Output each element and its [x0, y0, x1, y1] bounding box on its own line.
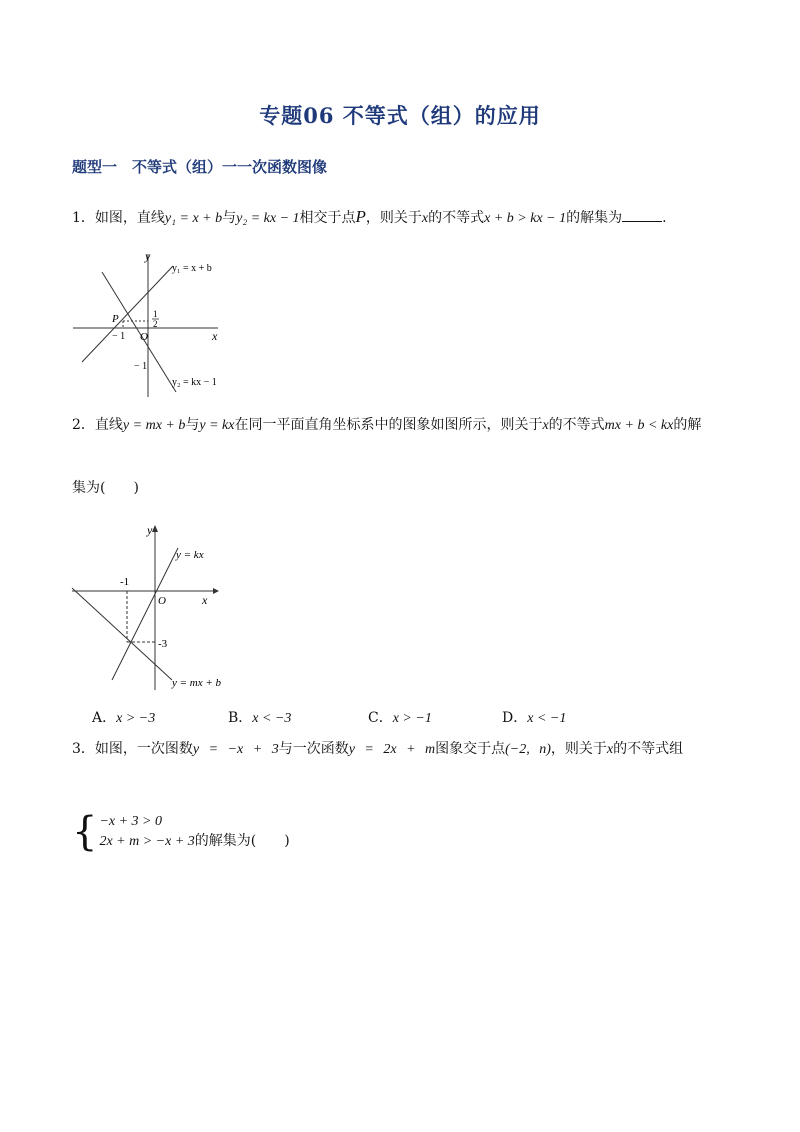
q3-text-1: 如图，一次图数: [94, 741, 193, 757]
q2-option-c-expr: x > −1: [392, 711, 432, 726]
q1-math-5: x + b > kx − 1: [484, 211, 567, 226]
q2-x-label: x: [202, 593, 208, 607]
q3-text-3: 图象交于点: [435, 741, 506, 757]
q2-text-5: 的解: [673, 417, 702, 433]
q2-line-mxb: [72, 588, 172, 680]
q1-answer-blank: [622, 209, 662, 222]
q2-option-b-letter: B．: [228, 710, 253, 726]
q2-neg1-label: -1: [120, 576, 130, 588]
q2-option-c-letter: C．: [368, 710, 393, 726]
q3-text-6-group: [195, 830, 290, 850]
q2-x-arrow: [213, 588, 219, 594]
q2-option-b[interactable]: [228, 707, 291, 727]
q1-origin-label: O: [140, 331, 148, 343]
q3-text-4: ，则关于: [550, 741, 607, 757]
q3-text-6: 的解集为: [194, 833, 251, 849]
q3-math-1: y = −x + 3: [192, 742, 279, 757]
q2-paren: ( ): [100, 480, 139, 496]
q3-math-3: (−2, n): [505, 742, 551, 757]
q2-option-a-letter: A．: [92, 710, 117, 726]
q1-math-4: x: [421, 211, 429, 226]
q3-math-4: x: [606, 742, 614, 757]
q2-option-b-expr: x < −3: [252, 711, 292, 726]
q3-text-2: 与一次函数: [278, 741, 349, 757]
q2-text-3: 在同一平面直角坐标系中的图象如图所示，则关于: [234, 417, 543, 433]
q2-math-1: y = mx + b: [122, 418, 186, 433]
q2-origin-label: O: [158, 595, 166, 607]
q2-text-4: 的不等式: [548, 417, 605, 433]
q2-option-a[interactable]: [92, 707, 155, 727]
q1-figure: [68, 244, 238, 402]
q1-text-3: 相交于点: [299, 210, 356, 226]
q1-text-2: 与: [222, 210, 237, 226]
q2-text-2: 与: [185, 417, 200, 433]
question-3: [72, 738, 683, 758]
q2-option-c[interactable]: [368, 707, 432, 727]
q2-figure: [68, 520, 238, 695]
q2-text-6: 集为: [72, 480, 100, 496]
q1-end: .: [662, 210, 667, 226]
q3-system-line-1: −x + 3 > 0: [99, 814, 163, 829]
question-1: [72, 207, 667, 227]
q2-number: 2．: [72, 417, 95, 433]
question-2-continued: [72, 477, 139, 497]
q1-x-label: x: [212, 329, 218, 343]
q3-number: 3．: [72, 741, 95, 757]
q1-line-y2-label: y₂ = kx − 1: [172, 377, 217, 388]
q2-option-d[interactable]: [502, 707, 566, 727]
q2-option-d-letter: D．: [502, 710, 528, 726]
q2-line-mxb-label: y = mx + b: [172, 677, 222, 689]
q3-paren: ( ): [250, 833, 290, 849]
q2-y-arrow: [152, 525, 158, 532]
q1-number: 1．: [72, 210, 95, 226]
q1-neg1-y-label: − 1: [134, 361, 148, 372]
q2-y-label: y: [147, 523, 153, 537]
q2-neg3-label: -3: [158, 638, 168, 650]
q1-y-label: y: [145, 249, 151, 263]
q2-math-4: mx + b < kx: [604, 418, 674, 433]
section-heading: 题型一 不等式（组）一一次函数图像: [72, 158, 328, 176]
q1-text-6: 的解集为: [566, 210, 623, 226]
q1-text-5: 的不等式: [428, 210, 485, 226]
q2-line-kx: [112, 548, 178, 680]
q2-text-1: 直线: [94, 417, 123, 433]
q1-neg1-x-label: − 1: [112, 331, 126, 342]
page-title: 专题06 不等式（组）的应用: [259, 103, 541, 128]
q1-point-p-label: P: [112, 313, 119, 325]
q1-half-numerator: 1: [153, 309, 158, 319]
q3-math-2: y = 2x + m: [348, 742, 436, 757]
q3-system-line-2: 2x + m > −x + 3: [99, 834, 195, 849]
question-2: [72, 414, 701, 434]
q1-text-4: ，则关于: [365, 210, 422, 226]
q1-half-denominator: 2: [153, 319, 158, 329]
q1-math-1: y₁ = x + b: [164, 211, 223, 226]
q2-math-2: y = kx: [199, 418, 235, 433]
q2-option-a-expr: x > −3: [116, 711, 156, 726]
q3-left-brace: {: [72, 809, 98, 855]
q2-line-kx-label: y = kx: [176, 549, 204, 561]
q2-math-3: x: [542, 418, 549, 433]
q3-inequality-system: [72, 809, 290, 855]
q3-text-5: 的不等式组: [613, 741, 684, 757]
q1-text-1: 如图，直线: [94, 210, 165, 226]
q1-line-y1-label: y₁ = x + b: [172, 263, 212, 274]
q1-math-2: y₂ = kx − 1: [236, 211, 300, 226]
q2-option-d-expr: x < −1: [527, 711, 567, 726]
q1-math-3: P: [355, 207, 366, 226]
